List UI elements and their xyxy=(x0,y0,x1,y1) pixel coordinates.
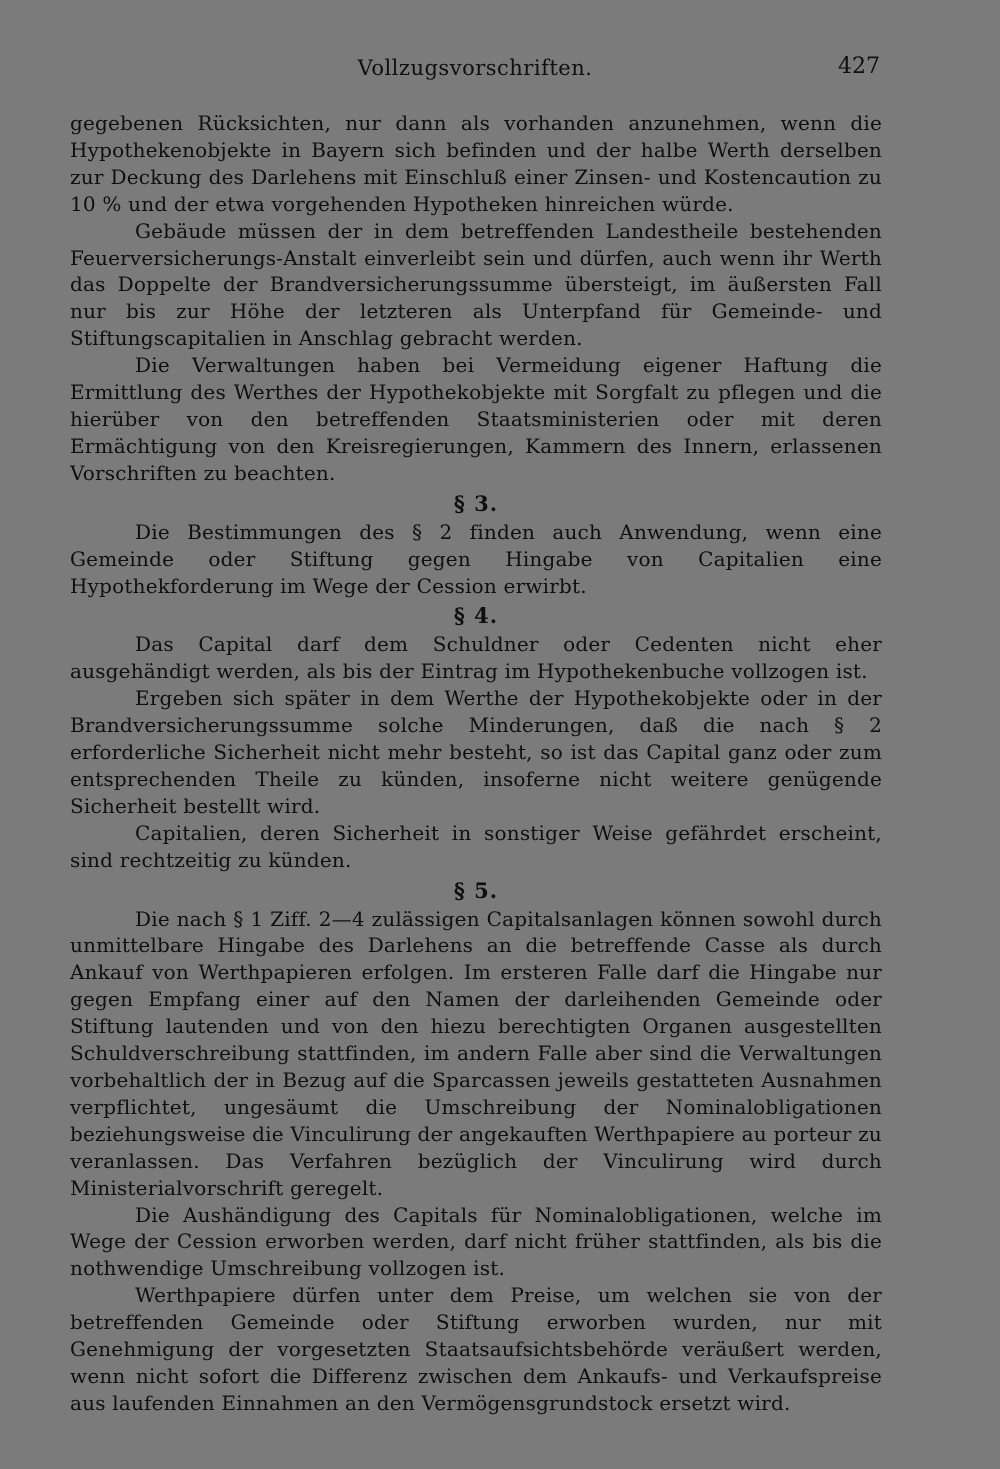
paragraph-section-3: Die Bestimmungen des § 2 finden auch Anwendung, wenn eine Gemeinde oder Stiftung gegen Hingabe von Capitalien eine Hypothekforderung im Wege der Cession erwirbt. xyxy=(70,519,882,598)
paragraph-section-5-b: Die Aushändigung des Capitals für Nominalobligationen, welche im Wege der Cession erworben werden, darf nicht früher stattfinden, als bis die nothwendige Umschreibung vollzogen ist. xyxy=(70,1202,882,1281)
body-text xyxy=(70,110,882,1417)
paragraph-section-4-a: Das Capital darf dem Schuldner oder Cedenten nicht eher ausgehändigt werden, als bis der Eintrag im Hypothekenbuche vollzogen ist. xyxy=(70,632,882,684)
section-heading-3: § 3. xyxy=(453,490,499,516)
paragraph-section-5-c: Werthpapiere dürfen unter dem Preise, um welchen sie von der betreffenden Gemeinde oder Stiftung erworben wurden, nur mit Genehmigung der vorgesetzten Staatsaufsichtsbehörde veräußert werden, wenn nicht sofort die Differenz zwischen dem Ankaufs- und Verkaufspreise aus laufenden Einnahmen an den Vermögensgrundstock ersetzt wird. xyxy=(70,1283,882,1415)
section-heading-4: § 4. xyxy=(453,603,499,629)
paragraph-buildings-insurance: Gebäude müssen der in dem betreffenden Landestheile bestehenden Feuerversicherungs-Anstalt einverleibt sein und dürfen, auch wenn ihr Werth das Doppelte der Brandversicherungssumme übersteigt, im äußersten Fall nur bis zur Höhe der letzteren als Unterpfand für Gemeinde- und Stiftungscapitalien in Anschlag gebracht werden. xyxy=(70,218,882,351)
paragraph-section-4-b: Ergeben sich später in dem Werthe der Hypothekobjekte oder in der Brandversicherungssumme solche Minderungen, daß die nach § 2 erforderliche Sicherheit nicht mehr besteht, so ist das Capital ganz oder zum entsprechenden Theile zu künden, insoferne nicht weitere genügende Sicherheit bestellt wird. xyxy=(70,686,882,818)
running-head xyxy=(70,52,880,86)
paragraph-administration-duties: Die Verwaltungen haben bei Vermeidung eigener Haftung die Ermittlung des Werthes der Hypothekobjekte mit Sorgfalt zu pflegen und die hierüber von den betreffenden Staatsministerien oder mit deren Ermächtigung von den Kreisregierungen, Kammern des Innern, erlassenen Vorschriften zu beachten. xyxy=(70,353,882,485)
running-head-title: Vollzugsvorschriften. xyxy=(357,56,593,80)
section-heading-5: § 5. xyxy=(453,877,499,903)
paragraph-section-4-c: Capitalien, deren Sicherheit in sonstiger Weise gefährdet erscheint, sind rechtzeitig zu künden. xyxy=(70,820,882,872)
paragraph-section-5-a: Die nach § 1 Ziff. 2—4 zulässigen Capitalsanlagen können sowohl durch unmittelbare Hingabe des Darlehens an die betreffende Casse als durch Ankauf von Werthpapieren erfolgen. Im ersteren Falle darf die Hingabe nur gegen Empfang einer auf den Namen der darleihenden Gemeinde oder Stiftung lautenden und von den hiezu berechtigten Organen ausgestellten Schuldverschreibung stattfinden, im andern Falle aber sind die Verwaltungen vorbehaltlich der in Bezug auf die Sparcassen jeweils gestatteten Ausnahmen verpflichtet, ungesäumt die Umschreibung der Nominalobligationen beziehungsweise die Vinculirung der angekauften Werthpapiere au porteur zu veranlassen. Das Verfahren bezüglich der Vinculirung wird durch Ministerialvorschrift geregelt. xyxy=(70,906,882,1200)
paragraph-continuation: gegebenen Rücksichten, nur dann als vorhanden anzunehmen, wenn die Hypothekenobjekte in Bayern sich befinden und der halbe Werth derselben zur Deckung des Darlehens mit Einschluß einer Zinsen- und Kostencaution zu 10 % und der etwa vorgehenden Hypotheken hinreichen würde. xyxy=(70,111,882,216)
page-number: 427 xyxy=(838,54,880,79)
